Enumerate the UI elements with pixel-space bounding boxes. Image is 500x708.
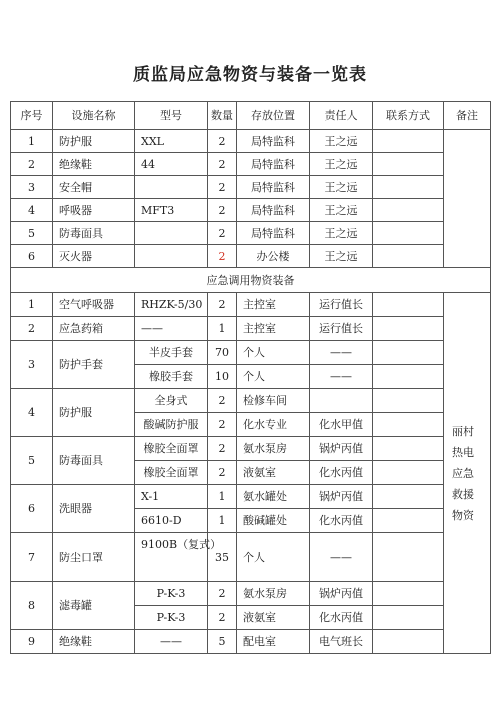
table-row: 9 绝缘鞋 —— 5 配电室 电气班长 <box>11 630 491 654</box>
materials-table <box>10 101 491 654</box>
page-title: 质监局应急物资与装备一览表 <box>133 65 367 85</box>
table-row: 6610-D 1 酸碱罐处 化水丙值 <box>11 509 491 533</box>
table-row: 5 防毒面具 2 局特监科 王之远 <box>11 222 491 245</box>
header-cell: 备注 <box>444 102 491 130</box>
table-row: 酸碱防护服 2 化水专业 化水甲值 <box>11 413 491 437</box>
header-cell: 序号 <box>11 102 53 130</box>
table-row: 2 绝缘鞋 44 2 局特监科 王之远 <box>11 153 491 176</box>
table-row: 5 防毒面具 橡胶全面罩 2 氨水泵房 锅炉丙值 <box>11 437 491 461</box>
section-title: 应急调用物资装备 <box>11 268 491 293</box>
header-cell: 设施名称 <box>53 102 135 130</box>
table-row: 橡胶全面罩 2 液氨室 化水丙值 <box>11 461 491 485</box>
header-row <box>11 102 491 130</box>
table-row: 4 防护服 全身式 2 检修车间 <box>11 389 491 413</box>
header-cell: 型号 <box>135 102 208 130</box>
note-cell: 丽村热电应急救援物资 <box>444 293 491 654</box>
qty-highlight: 2 <box>208 245 237 268</box>
header-cell: 存放位置 <box>237 102 310 130</box>
note-cell-empty <box>444 130 491 268</box>
table-row: 8 滤毒罐 P-K-3 2 氨水泵房 锅炉丙值 <box>11 582 491 606</box>
table-row: 6 洗眼器 X-1 1 氨水罐处 锅炉丙值 <box>11 485 491 509</box>
section-header-row <box>11 268 491 293</box>
table-row: 2 应急药箱 —— 1 主控室 运行值长 <box>11 317 491 341</box>
table-row: 3 安全帽 2 局特监科 王之远 <box>11 176 491 199</box>
table-row: 4 呼吸器 MFT3 2 局特监科 王之远 <box>11 199 491 222</box>
table-row: 1 防护服 XXL 2 局特监科 王之远 <box>11 130 491 153</box>
header-cell: 责任人 <box>310 102 373 130</box>
table-row: 6 灭火器 2 办公楼 王之远 <box>11 245 491 268</box>
header-cell: 数量 <box>208 102 237 130</box>
header-cell: 联系方式 <box>373 102 444 130</box>
table-row: 3 防护手套 半皮手套 70 个人 —— <box>11 341 491 365</box>
table-row: 1 空气呼吸器 RHZK-5/30 2 主控室 运行值长 丽村热电应急救援物资 <box>11 293 491 317</box>
table-row: 7 防尘口罩 9100B（复式） 35 个人 —— <box>11 533 491 582</box>
table-row: P-K-3 2 液氨室 化水丙值 <box>11 606 491 630</box>
table-row: 橡胶手套 10 个人 —— <box>11 365 491 389</box>
